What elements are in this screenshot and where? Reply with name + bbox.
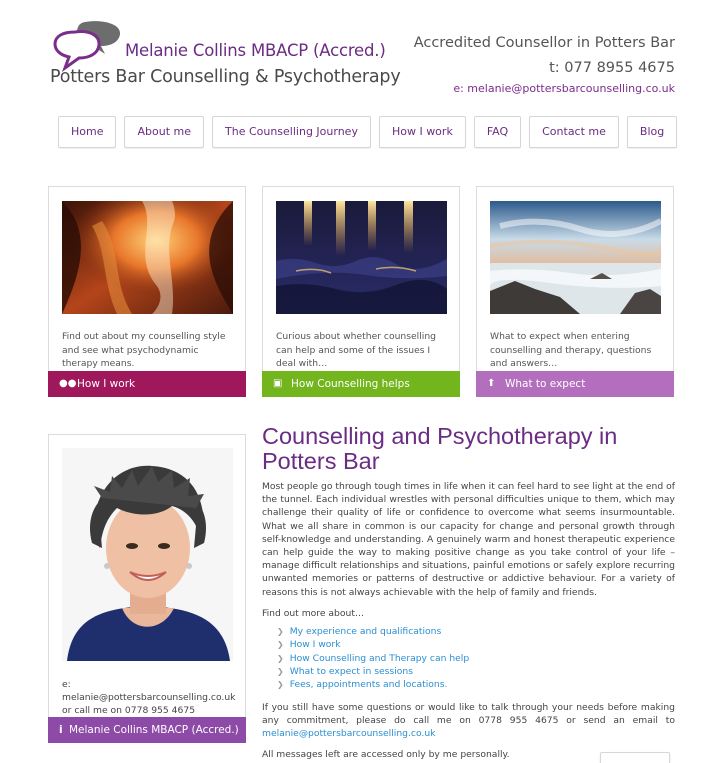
- site-logo[interactable]: [50, 20, 401, 95]
- contact-text: If you still have some questions or would like to talk through your needs before making any commitment, please do call me on 0778 955 4675 or send an email to: [262, 701, 675, 726]
- info-icon: i: [59, 724, 63, 736]
- nav-home[interactable]: Home: [58, 116, 116, 148]
- main-content: [262, 424, 675, 760]
- header-contact: [414, 34, 675, 95]
- main-nav: [58, 116, 677, 148]
- seascape-photo: [490, 201, 661, 314]
- profile-contact: [62, 678, 245, 717]
- header-tagline: Accredited Counsellor in Potters Bar: [413, 35, 675, 51]
- find-out-links: [277, 625, 675, 692]
- profile-card: [48, 434, 246, 743]
- chevron-right-icon: ❯: [277, 680, 284, 690]
- link-experience-qualifications[interactable]: [277, 625, 675, 638]
- nav-counselling-journey[interactable]: The Counselling Journey: [212, 116, 371, 148]
- arrow-up-icon: ⬆: [487, 378, 496, 389]
- link-label: What to expect in sessions: [289, 666, 413, 678]
- find-out-more-heading: Find out more about…: [262, 607, 365, 619]
- link-how-counselling-helps[interactable]: [277, 652, 675, 665]
- page-title: Counselling and Psychotherapy in Potters Bar: [262, 423, 618, 474]
- feature-card-how-counselling-helps: [262, 186, 460, 397]
- how-i-work-button[interactable]: [48, 371, 246, 397]
- link-what-to-expect[interactable]: [277, 665, 675, 678]
- nav-contact-me[interactable]: Contact me: [529, 116, 619, 148]
- canyon-photo: [62, 201, 233, 314]
- nav-blog[interactable]: Blog: [627, 116, 677, 148]
- privacy-note: All messages left are accessed only by me personally.: [262, 748, 510, 760]
- header-phone: t: 077 8955 4675: [549, 60, 675, 76]
- nav-how-i-work[interactable]: How I work: [379, 116, 466, 148]
- how-counselling-helps-button-label: How Counselling helps: [291, 378, 410, 390]
- card-description: Curious about whether counselling can help and some of the issues I deal with…: [276, 331, 436, 369]
- comments-icon: ●●: [59, 378, 77, 389]
- nav-about-me[interactable]: About me: [124, 116, 204, 148]
- link-label: Fees, appointments and locations.: [289, 679, 448, 691]
- scroll-to-top-button[interactable]: [600, 752, 670, 763]
- puzzle-icon: ▣: [273, 378, 283, 389]
- link-label: My experience and qualifications: [289, 625, 442, 637]
- link-label: How I work: [289, 639, 341, 651]
- card-description: What to expect when entering counselling and therapy, questions and answers…: [490, 331, 652, 369]
- chevron-right-icon: ❯: [277, 626, 284, 636]
- card-description: Find out about my counselling style and see what psychodynamic therapy means.: [62, 331, 226, 369]
- what-to-expect-button[interactable]: [476, 371, 674, 397]
- profile-phone: or call me on 0778 955 4675: [62, 705, 196, 716]
- link-fees-appointments[interactable]: [277, 678, 675, 691]
- link-how-i-work[interactable]: [277, 638, 675, 651]
- counsellor-portrait: [62, 448, 233, 661]
- contact-email-link[interactable]: melanie@pottersbarcounselling.co.uk: [262, 727, 436, 739]
- profile-button[interactable]: [48, 717, 246, 743]
- profile-email: e: melanie@pottersbarcounselling.co.uk: [62, 679, 236, 703]
- chevron-right-icon: ❯: [277, 640, 284, 650]
- how-counselling-helps-button[interactable]: [262, 371, 460, 397]
- intro-paragraph: Most people go through tough times in life when it can feel hard to see light at the end of the tunnel. Each individual wrestles with personal difficulties unique to them, which may challenge their quality of life or confidence to overcome what seems insurmountable. What we all share in common is our capacity for change and personal growth through self-knowledge and understanding. A genuinely warm and honest therapeutic experience can help guide the way to making positive change as you take control of your life – manage difficult relationships and situations, painful emotions or safely explore recurring unwanted memories or patterns of destructive or addictive behaviour. For a variety of reasons this is not always achievable with the help of family and friends.: [262, 481, 675, 598]
- feature-card-what-to-expect: [476, 186, 674, 397]
- link-label: How Counselling and Therapy can help: [289, 652, 470, 664]
- nav-faq[interactable]: FAQ: [474, 116, 521, 148]
- logo-name: Melanie Collins MBACP (Accred.): [125, 41, 386, 60]
- chevron-right-icon: ❯: [277, 667, 284, 677]
- contact-paragraph: [262, 701, 675, 740]
- how-i-work-button-label: How I work: [77, 378, 136, 390]
- chevron-right-icon: ❯: [277, 653, 284, 663]
- water-lights-photo: [276, 201, 447, 314]
- profile-button-label: Melanie Collins MBACP (Accred.): [69, 724, 239, 736]
- logo-subtitle: Potters Bar Counselling & Psychotherapy: [50, 67, 401, 87]
- feature-card-how-i-work: [48, 186, 246, 397]
- what-to-expect-button-label: What to expect: [505, 378, 586, 390]
- header-email-link[interactable]: e: melanie@pottersbarcounselling.co.uk: [453, 82, 675, 95]
- speech-bubbles-icon: [53, 20, 123, 72]
